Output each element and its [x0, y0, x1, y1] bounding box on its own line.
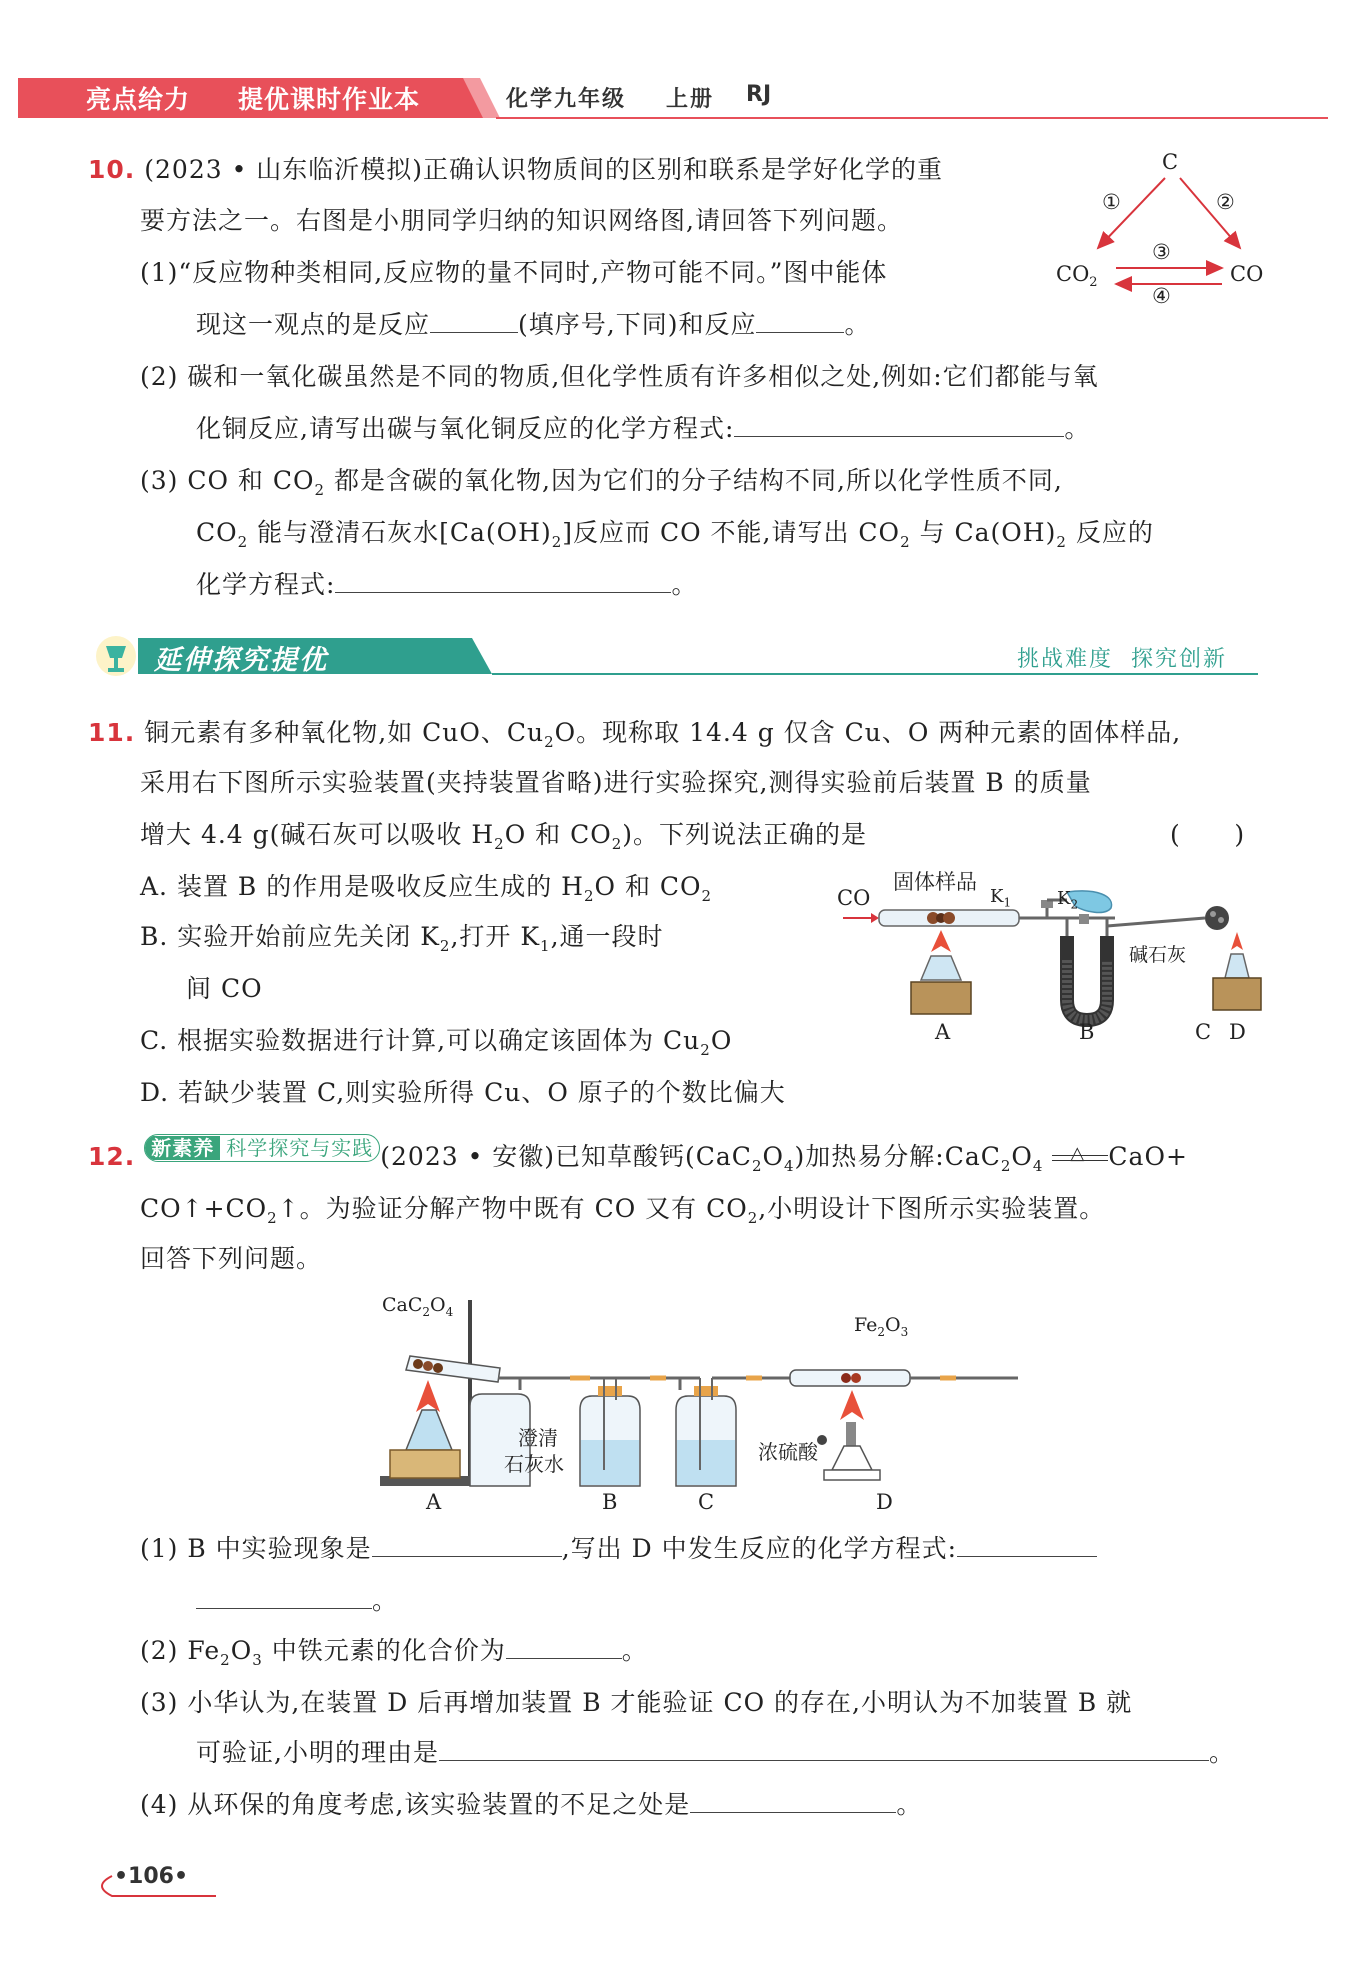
q12-badge [144, 1134, 380, 1162]
q10-line2: 要方法之一。右图是小朋同学归纳的知识网络图,请回答下列问题。 [140, 206, 903, 235]
label-soda-lime: 碱石灰 [1129, 944, 1187, 966]
subscript: 4 [783, 1157, 795, 1175]
subscript: 2 [877, 1324, 886, 1339]
reaction-4-label: ④ [1152, 284, 1171, 308]
label-c: C [1195, 1020, 1212, 1044]
label-k2 [1057, 888, 1078, 912]
subscript: 1 [1003, 895, 1012, 910]
subscript: 2 [439, 937, 451, 955]
subscript: 2 [551, 533, 563, 551]
equals-line-bottom [1052, 1160, 1108, 1161]
q10-p3-text-h: 化学方程式: [196, 570, 336, 599]
q10-p1-text-b: (填序号,下同)和反应 [518, 310, 757, 339]
q10-p1-text-a: 现这一观点的是反应 [196, 310, 431, 339]
node-co2 [1056, 262, 1098, 290]
q12-text-b: O [762, 1142, 784, 1171]
q12-p1-blank-3[interactable] [196, 1582, 372, 1609]
q12-p1-text-a: (1) B 中实验现象是 [140, 1534, 372, 1563]
cac2o4-text: CaC [382, 1294, 423, 1316]
q11-text-b: O。现称取 14.4 g 仅含 Cu、O 两种元素的固体样品, [554, 718, 1182, 747]
node-co2-text: CO [1056, 262, 1090, 286]
volume-label: 上册 [666, 87, 715, 112]
subscript: 2 [700, 1041, 711, 1059]
q12-text-h: ,小明设计下图所示实验装置。 [758, 1194, 1106, 1223]
q10-part2-line2 [196, 404, 1090, 454]
subscript: 2 [900, 533, 911, 551]
fe2o3-o: O [885, 1314, 901, 1336]
q12-badge-new: 新素养 [145, 1136, 220, 1160]
edition-label: RJ [746, 82, 772, 107]
reaction-3-label: ③ [1152, 240, 1171, 264]
brand-name: 亮点给力 [86, 85, 191, 114]
section-tagline: 挑战难度 探究创新 [1017, 647, 1227, 672]
node-co: CO [1230, 262, 1264, 286]
reaction-heat-condition [1052, 1142, 1108, 1169]
q10-p2-blank[interactable] [734, 410, 1064, 437]
label-limewater-2: 石灰水 [504, 1452, 564, 1476]
q11-number: 11. [88, 718, 136, 747]
q11-line2: 采用右下图所示实验装置(夹持装置省略)进行实验探究,测得实验前后装置 B 的质量 [140, 768, 1092, 797]
q10-part3-line2 [196, 508, 1154, 567]
subscript: 2 [701, 887, 713, 905]
q12-p1-blank-2[interactable] [957, 1530, 1097, 1557]
subscript: 2 [544, 733, 555, 751]
q11-opt-c-text-b: O [710, 1026, 733, 1055]
subscript: 2 [611, 835, 623, 853]
label-co-inlet: CO [837, 886, 871, 910]
equals-line-top [1052, 1155, 1108, 1156]
subscript: 2 [422, 1304, 431, 1319]
subscript: 2 [220, 1651, 231, 1669]
page-number: •106• [114, 1864, 189, 1889]
q10-p3-text-b: 都是含碳的氧化物,因为它们的分子结构不同,所以化学性质不同, [334, 466, 1063, 495]
q10-part2-line1: (2) 碳和一氧化碳虽然是不同的物质,但化学性质有许多相似之处,例如:它们都能与氧 [140, 362, 1099, 391]
q12-p1-blank-1[interactable] [372, 1530, 562, 1557]
q12-p2-text-b: O [230, 1636, 253, 1665]
subscript: 2 [267, 1209, 278, 1227]
q10-part1-line2 [196, 300, 871, 350]
subscript: 2 [1089, 275, 1098, 291]
series-name: 提优课时作业本 [238, 85, 421, 114]
subscript: 3 [900, 1324, 909, 1339]
q12-p2-text-d: 。 [621, 1636, 648, 1665]
q12-apparatus-diagram [370, 1290, 1030, 1530]
section-banner [92, 628, 1258, 684]
q12-text-f: CO↑+CO [140, 1194, 268, 1223]
subscript: 2 [751, 1157, 763, 1175]
q12-text-g: ↑。为验证分解产物中既有 CO 又有 CO [277, 1194, 748, 1223]
q10-p3-text-a: (3) CO 和 CO [140, 466, 315, 495]
q12-part4 [140, 1780, 922, 1830]
q12-p3-text-a: 可验证,小明的理由是 [196, 1738, 439, 1767]
q11-opt-b-text-c: ,通一段时 [550, 922, 664, 951]
label-a: A [935, 1020, 951, 1044]
label-d: D [1229, 1020, 1246, 1044]
reaction-1-label: ① [1102, 190, 1121, 214]
q10-part3-line3 [196, 560, 697, 610]
q11-opt-a-text: A. 装置 B 的作用是吸收反应生成的 H [140, 872, 584, 901]
q11-line3 [140, 810, 867, 869]
q10-stem-1: (2023 • 山东临沂模拟)正确认识物质间的区别和联系是学好化学的重 [144, 155, 944, 184]
q11-text-a: 铜元素有多种氧化物,如 CuO、Cu [144, 718, 545, 747]
q10-p3-text-e: ]反应而 CO 不能,请写出 CO [562, 518, 901, 547]
label-k1 [990, 886, 1011, 910]
q12-part1-line2 [196, 1576, 398, 1626]
label-d: D [876, 1490, 893, 1514]
q12-p2-text-c: 中铁元素的化合价为 [271, 1636, 506, 1665]
q10-p3-text-c: CO [196, 518, 238, 547]
q10-p3-text-d: 能与澄清石灰水[Ca(OH) [257, 518, 552, 547]
subscript: 2 [237, 533, 249, 551]
q10-part3-line1 [140, 456, 1063, 515]
q12-part1-line1 [140, 1524, 1097, 1574]
q12-p2-blank[interactable] [506, 1632, 622, 1659]
q12-text-a: (2023 • 安徽)已知草酸钙(CaC [380, 1142, 752, 1171]
subscript: 2 [314, 481, 326, 499]
node-carbon: C [1162, 150, 1179, 174]
label-conc-sulfuric-acid: 浓硫酸 [758, 1440, 818, 1464]
q12-p4-blank[interactable] [690, 1786, 896, 1813]
subscript: 2 [494, 835, 505, 853]
q11-opt-a-text-b: O 和 CO [594, 872, 702, 901]
q10-p1-blank-1[interactable] [430, 306, 518, 333]
label-c: C [698, 1490, 715, 1514]
q10-p1-blank-2[interactable] [756, 306, 844, 333]
q12-line3: 回答下列问题。 [140, 1244, 323, 1273]
reaction-2-label: ② [1216, 190, 1235, 214]
q10-p2-text-a: 化铜反应,请写出碳与氧化铜反应的化学方程式: [196, 414, 735, 443]
q12-p1-text-b: ,写出 D 中发生反应的化学方程式: [561, 1534, 957, 1563]
subscript: 2 [1000, 1157, 1012, 1175]
q12-line1 [88, 1132, 1188, 1191]
page-footer [92, 1860, 222, 1910]
label-cac2o4 [382, 1294, 453, 1319]
q10-p2-text-b: 。 [1064, 414, 1091, 443]
subscript: 4 [1032, 1157, 1044, 1175]
q11-opt-b-text: B. 实验开始前应先关闭 K [140, 922, 440, 951]
fe2o3-text: Fe [854, 1314, 878, 1336]
q12-number: 12. [88, 1142, 136, 1171]
q11-text-d: O 和 CO [504, 820, 612, 849]
q11-option-d[interactable]: D. 若缺少装置 C,则实验所得 Cu、O 原子的个数比偏大 [140, 1078, 786, 1107]
label-k2-text: K [1057, 888, 1071, 909]
subscript: 2 [1056, 533, 1067, 551]
q12-text-c: )加热易分解:CaC [794, 1142, 1001, 1171]
label-solid-sample: 固体样品 [893, 870, 977, 894]
q12-part2 [140, 1626, 648, 1685]
q11-option-c[interactable] [140, 1016, 732, 1075]
q11-opt-b-text-b: ,打开 K [450, 922, 541, 951]
q12-part3-line2 [196, 1728, 1235, 1778]
q12-p3-text-b: 。 [1208, 1738, 1235, 1767]
q11-opt-c-text: C. 根据实验数据进行计算,可以确定该固体为 Cu [140, 1026, 701, 1055]
label-limewater-1: 澄清 [518, 1426, 558, 1450]
subscript: 2 [747, 1209, 759, 1227]
q12-part3-line1: (3) 小华认为,在装置 D 后再增加装置 B 才能验证 CO 的存在,小明认为不加装置 B 就 [140, 1688, 1133, 1717]
q12-p4-text-b: 。 [896, 1790, 923, 1819]
q12-text-d: O [1011, 1142, 1033, 1171]
q10-p3-text-i: 。 [671, 570, 698, 599]
q10-p1-text-c: 。 [844, 310, 871, 339]
q10-p3-text-f: 与 Ca(OH) [919, 518, 1057, 547]
subscript: 2 [1070, 897, 1079, 912]
heat-symbol: △ [1070, 1142, 1086, 1164]
label-a: A [426, 1490, 442, 1514]
q10-number: 10. [88, 155, 136, 184]
label-b: B [1079, 1020, 1095, 1044]
q12-p1-text-c: 。 [372, 1586, 399, 1615]
q11-option-b[interactable] [140, 912, 664, 971]
subject-label: 化学九年级 [506, 87, 627, 112]
q11-answer-paren[interactable]: ( ) [1170, 820, 1246, 849]
q10-p3-blank[interactable] [335, 566, 671, 593]
header-bar [18, 74, 1328, 122]
q10-p3-text-g: 反应的 [1075, 518, 1154, 547]
q10-part1-line1: (1)“反应物种类相同,反应物的量不同时,产物可能不同。”图中能体 [140, 258, 888, 287]
q11-option-b-line2: 间 CO [186, 974, 263, 1003]
q12-p4-text-a: (4) 从环保的角度考虑,该实验装置的不足之处是 [140, 1790, 691, 1819]
subscript: 2 [583, 887, 595, 905]
q12-p2-text-a: (2) Fe [140, 1636, 221, 1665]
subscript: 4 [445, 1304, 454, 1319]
q10-line1 [88, 145, 943, 195]
q11-text-c: 增大 4.4 g(碱石灰可以吸收 H [140, 820, 495, 849]
q12-p3-blank[interactable] [439, 1734, 1209, 1761]
cac2o4-o: O [430, 1294, 446, 1316]
q11-apparatus-diagram [835, 860, 1275, 1055]
q11-text-e: )。下列说法正确的是 [622, 820, 868, 849]
q12-text-e: CaO+ [1108, 1142, 1188, 1171]
q12-badge-topic: 科学探究与实践 [226, 1136, 374, 1160]
label-b: B [602, 1490, 618, 1514]
subscript: 3 [252, 1651, 263, 1669]
label-k1-text: K [990, 886, 1004, 907]
label-fe2o3 [854, 1314, 908, 1339]
q10-carbon-network-diagram [1050, 150, 1280, 320]
subscript: 1 [540, 937, 551, 955]
section-title: 延伸探究提优 [154, 645, 328, 676]
